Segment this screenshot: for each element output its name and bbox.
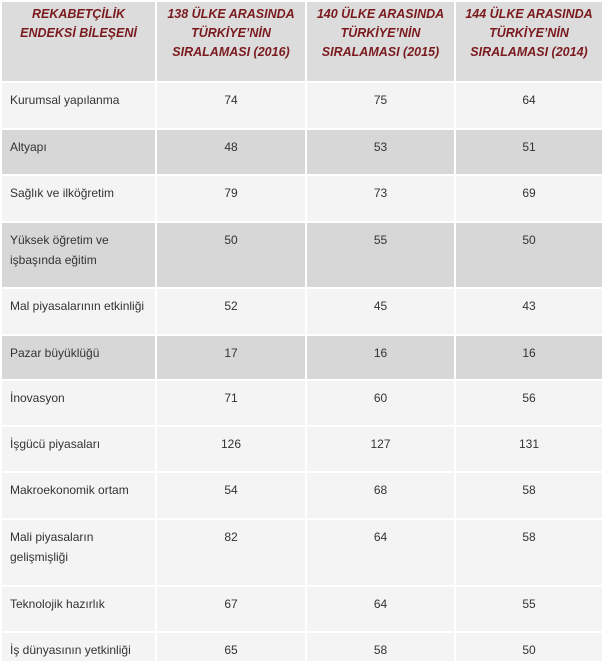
rank-2015: 68	[307, 473, 454, 518]
row-label: Kurumsal yapılanma	[2, 83, 155, 128]
table-row	[2, 520, 602, 585]
table-row	[2, 176, 602, 221]
rank-2016: 126	[157, 427, 305, 471]
rank-2014: 50	[456, 633, 602, 661]
table-row	[2, 427, 602, 471]
rank-2016: 74	[157, 83, 305, 128]
header-component: REKABETÇİLİK ENDEKSİ BİLEŞENİ	[2, 2, 155, 81]
rank-2016: 82	[157, 520, 305, 585]
rank-2016: 50	[157, 223, 305, 287]
rank-2015: 55	[307, 223, 454, 287]
table-row	[2, 223, 602, 287]
table-row	[2, 289, 602, 334]
rank-2014: 43	[456, 289, 602, 334]
rank-2015: 73	[307, 176, 454, 221]
rank-2015: 64	[307, 520, 454, 585]
rank-2014: 56	[456, 381, 602, 425]
table-row	[2, 587, 602, 631]
row-label: Mal piyasalarının etkinliği	[2, 289, 155, 334]
rank-2015: 75	[307, 83, 454, 128]
header-rank-2016: 138 ÜLKE ARASINDA TÜRKİYE’NİN SIRALAMASI (2016)	[157, 2, 305, 81]
rank-2015: 45	[307, 289, 454, 334]
rank-2015: 16	[307, 336, 454, 379]
table-row	[2, 633, 602, 661]
rank-2016: 17	[157, 336, 305, 379]
rank-2014: 58	[456, 520, 602, 585]
rank-2014: 58	[456, 473, 602, 518]
row-label: Sağlık ve ilköğretim	[2, 176, 155, 221]
rank-2015: 60	[307, 381, 454, 425]
rank-2015: 53	[307, 130, 454, 174]
rank-2016: 67	[157, 587, 305, 631]
rank-2014: 69	[456, 176, 602, 221]
table-header-row	[2, 2, 602, 81]
table-row	[2, 381, 602, 425]
header-rank-2015: 140 ÜLKE ARASINDA TÜRKİYE’NİN SIRALAMASI (2015)	[307, 2, 454, 81]
rank-2014: 55	[456, 587, 602, 631]
row-label: İnovasyon	[2, 381, 155, 425]
rank-2016: 52	[157, 289, 305, 334]
rank-2016: 65	[157, 633, 305, 661]
row-label: Pazar büyüklüğü	[2, 336, 155, 379]
rank-2016: 48	[157, 130, 305, 174]
rank-2014: 131	[456, 427, 602, 471]
row-label: Yüksek öğretim ve işbaşında eğitim	[2, 223, 155, 287]
rank-2014: 51	[456, 130, 602, 174]
table-row	[2, 83, 602, 128]
row-label: Mali piyasaların gelişmişliği	[2, 520, 155, 585]
row-label: İşgücü piyasaları	[2, 427, 155, 471]
row-label: Altyapı	[2, 130, 155, 174]
table-row	[2, 473, 602, 518]
rank-2016: 71	[157, 381, 305, 425]
rank-2015: 64	[307, 587, 454, 631]
rank-2014: 64	[456, 83, 602, 128]
row-label: Makroekonomik ortam	[2, 473, 155, 518]
rank-2014: 50	[456, 223, 602, 287]
header-rank-2014: 144 ÜLKE ARASINDA TÜRKİYE’NİN SIRALAMASI (2014)	[456, 2, 602, 81]
row-label: Teknolojik hazırlık	[2, 587, 155, 631]
rank-2016: 54	[157, 473, 305, 518]
table-row	[2, 130, 602, 174]
row-label: İş dünyasının yetkinliği	[2, 633, 155, 661]
rank-2014: 16	[456, 336, 602, 379]
table-row	[2, 336, 602, 379]
rank-2015: 127	[307, 427, 454, 471]
rank-2016: 79	[157, 176, 305, 221]
rank-2015: 58	[307, 633, 454, 661]
